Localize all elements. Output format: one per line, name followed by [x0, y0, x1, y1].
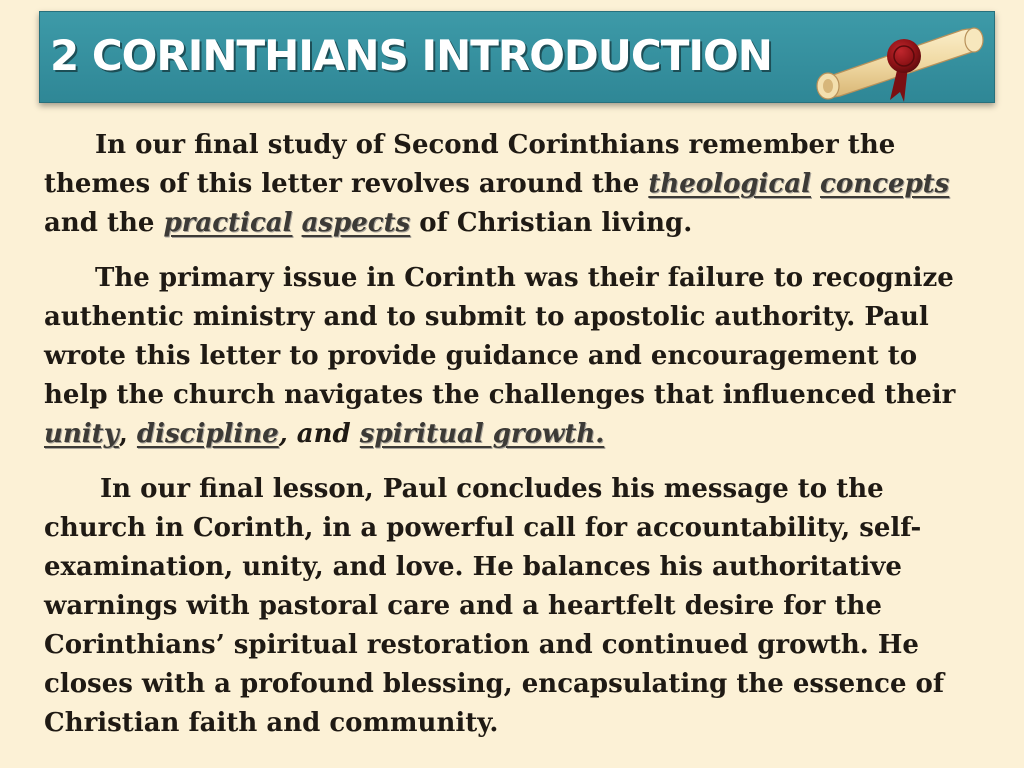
- emphasis-practical: practical: [163, 208, 293, 238]
- paragraph-3: In our final lesson, Paul concludes his message to the church in Corinth, in a powerful call for accountability, self-examination, unity, and love. He balances his authoritative warnings with pastoral care and a heartfelt desire for the Corinthians’ spiritual restoration and continued growth. He closes with a profound blessing, encapsulating the essence of Christian faith and community.: [44, 474, 945, 738]
- paragraph-1: [44, 126, 984, 243]
- p1-text-c: of Christian living.: [410, 208, 693, 238]
- scroll-with-wax-seal-icon: [812, 16, 988, 102]
- emphasis-aspects: aspects: [301, 208, 411, 238]
- emphasis-spiritual-growth: spiritual growth.: [359, 419, 605, 449]
- p2-separator-2: , and: [278, 419, 360, 449]
- p1-text-b: and the: [44, 208, 164, 238]
- paragraph-2: [44, 259, 984, 454]
- emphasis-discipline: discipline: [136, 419, 279, 449]
- title-bar: [39, 11, 995, 103]
- emphasis-unity: unity: [44, 419, 119, 449]
- emphasis-concepts: concepts: [820, 169, 950, 199]
- p2-text-a: The primary issue in Corinth was their failure to recognize authentic ministry and to submit to apostolic authority. Paul wrote this letter to provide guidance and encouragement to help the church navigates the challenges that influenced their: [44, 263, 956, 410]
- emphasis-theological: theological: [648, 169, 811, 199]
- p1-text-a: In our final study of Second Corinthians remember the themes of this letter revolves around the: [44, 130, 896, 199]
- body-text: [44, 126, 984, 743]
- slide-title: 2 CORINTHIANS INTRODUCTION: [50, 31, 772, 80]
- p2-separator-1: ,: [118, 419, 137, 449]
